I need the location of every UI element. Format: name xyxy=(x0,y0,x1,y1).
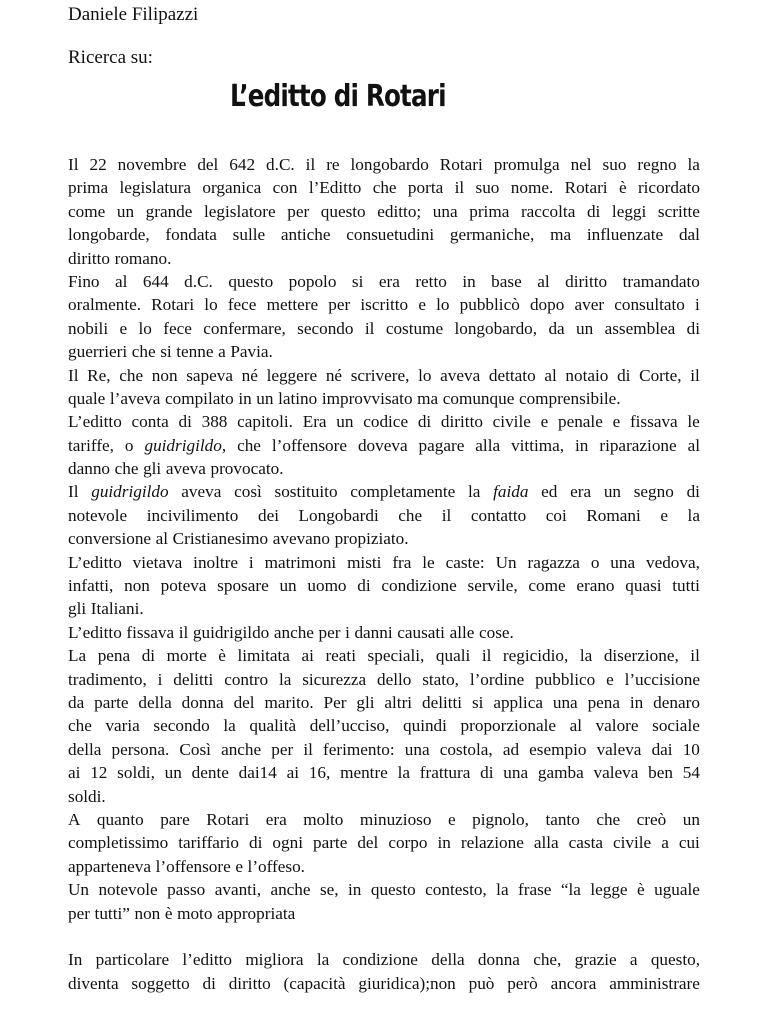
text-line: Fino al 644 d.C. questo popolo si era retto in base al diritto tramandato xyxy=(68,271,700,291)
text-line: soldi. xyxy=(68,786,106,806)
author-name: Daniele Filipazzi xyxy=(68,4,199,25)
text-line: L’editto vietava inoltre i matrimoni misti fra le caste: Un ragazza o una vedova, xyxy=(68,552,700,572)
text-line: ai 12 soldi, un dente dai14 ai 16, mentre la frattura di una gamba valeva ben 54 xyxy=(68,763,700,783)
text-line: quale l’aveva compilato in un latino improvvisato ma comunque comprensibile. xyxy=(68,388,621,408)
text-line: L’editto conta di 388 capitoli. Era un codice di diritto civile e penale e fissava le xyxy=(68,412,700,432)
text-line: infatti, non poteva sposare un uomo di condizione servile, come erano quasi tutti xyxy=(68,576,700,596)
blank-line xyxy=(68,925,700,948)
text-line: apparteneva l’offensore e l’offeso. xyxy=(68,856,305,876)
text-line: Il 22 novembre del 642 d.C. il re longobardo Rotari promulga nel suo regno la xyxy=(68,155,700,174)
text-line: nobili e lo fece confermare, secondo il costume longobardo, da un assemblea di xyxy=(68,318,700,338)
text-line: da parte della donna del marito. Per gli altri delitti si applica una pena in denaro xyxy=(68,692,700,712)
text-line: tariffe, o guidrigildo, che l’offensore doveva pagare alla vittima, in riparazione al xyxy=(68,435,700,455)
text-line: che varia secondo la qualità dell’ucciso, quindi proporzionale al valore sociale xyxy=(68,716,700,736)
text-line: gli Italiani. xyxy=(68,599,144,619)
text-line: per tutti” non è moto appropriata xyxy=(68,903,296,923)
text-line: Il Re, che non sapeva né leggere né scrivere, lo aveva dettato al notaio di Corte, il xyxy=(68,365,700,385)
text-line: L’editto fissava il guidrigildo anche per i danni causati alle cose. xyxy=(68,622,514,642)
document-title: L’editto di Rotari xyxy=(230,79,446,114)
text-line: prima legislatura organica con l’Editto che porta il suo nome. Rotari è ricordato xyxy=(68,178,700,198)
text-line: Il guidrigildo aveva così sostituito completamente la faida ed era un segno di xyxy=(68,482,700,502)
text-line: oralmente. Rotari lo fece mettere per iscritto e lo pubblicò dopo aver consultato i xyxy=(68,295,700,315)
text-line: Un notevole passo avanti, anche se, in questo contesto, la frase “la legge è uguale xyxy=(68,880,700,900)
text-line: della persona. Così anche per il ferimento: una costola, ad esempio valeva dai 10 xyxy=(68,739,700,759)
text-line: notevole incivilimento dei Longobardi che il contatto coi Romani e la xyxy=(68,505,700,525)
document-body xyxy=(68,153,700,995)
text-line: In particolare l’editto migliora la condizione della donna che, grazie a questo, xyxy=(68,950,700,970)
subject-label: Ricerca su: xyxy=(68,47,153,68)
text-line: diritto romano. xyxy=(68,248,172,268)
text-line: tradimento, i delitti contro la sicurezza dello stato, l’ordine pubblico e l’uccisione xyxy=(68,669,700,689)
text-line: longobarde, fondata sulle antiche consuetudini germaniche, ma influenzate dal xyxy=(68,225,700,245)
text-line: A quanto pare Rotari era molto minuzioso e pignolo, tanto che creò un xyxy=(68,809,700,829)
text-line: diventa soggetto di diritto (capacità giuridica);non può però ancora amministrare xyxy=(68,973,700,993)
text-line: danno che gli aveva provocato. xyxy=(68,459,284,479)
text-line: completissimo tariffario di ogni parte del corpo in relazione alla casta civile a cui xyxy=(68,833,700,853)
text-line: guerrieri che si tenne a Pavia. xyxy=(68,342,273,362)
text-line: conversione al Cristianesimo avevano propiziato. xyxy=(68,529,409,549)
text-line: La pena di morte è limitata ai reati speciali, quali il regicidio, la diserzione, il xyxy=(68,646,700,666)
text-line: come un grande legislatore per questo editto; una prima raccolta di leggi scritte xyxy=(68,201,700,221)
